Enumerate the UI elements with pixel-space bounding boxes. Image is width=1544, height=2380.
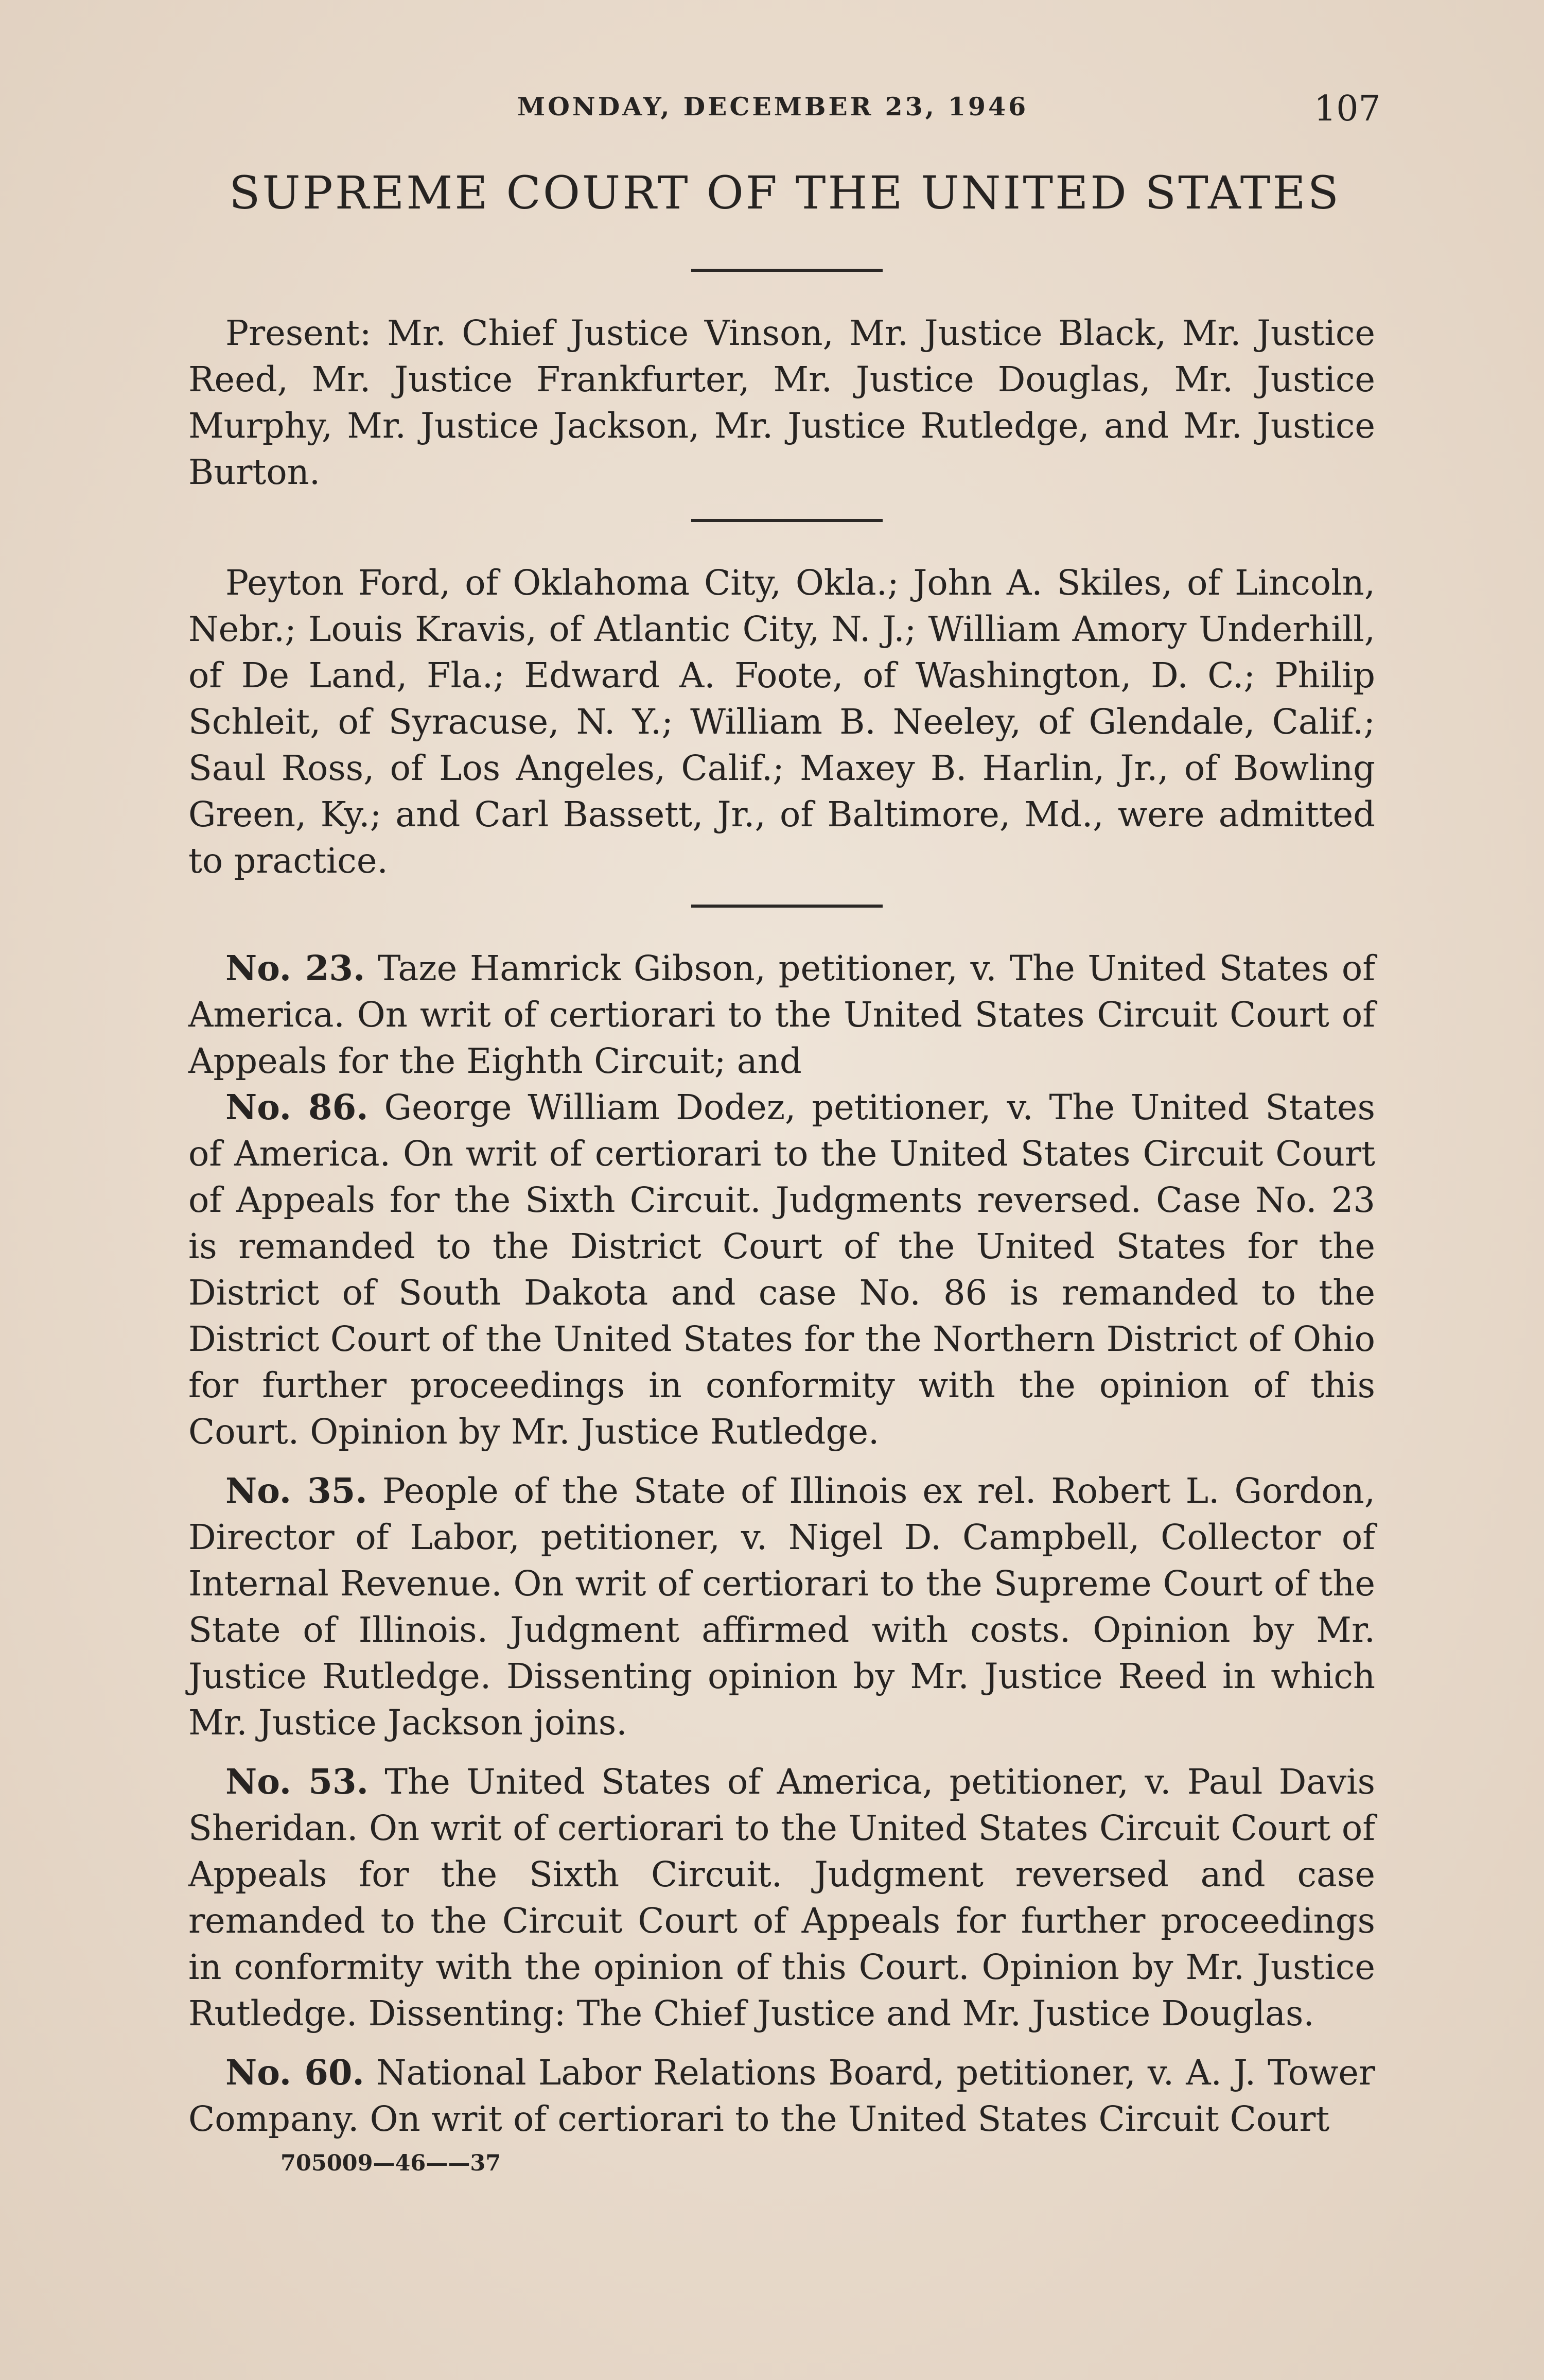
case-entry [188, 1468, 1375, 1746]
case-number: No. 35. [225, 1470, 367, 1511]
case-text: George William Dodez, petitioner, v. The United States of America. On writ of certiorari to the United States Circuit Court of Appeals for the Sixth Circuit. Judgments reversed. Case No. 23 is remanded to the District Court of the United States for the District of South Dakota and case No. 86 is remanded to the District Court of the United States for the Northern District of Ohio for further proceedings in conformity with the opinion of this Court. Opinion by Mr. Justice Rutledge. [188, 1087, 1376, 1452]
case-number: No. 23. [225, 948, 365, 988]
case-number: No. 53. [225, 1761, 369, 1802]
page-number: 107 [1314, 89, 1381, 129]
case-entry [188, 1084, 1375, 1455]
print-code: 705009—46——37 [280, 2150, 501, 2176]
present-text: Present: Mr. Chief Justice Vinson, Mr. Justice Black, Mr. Justice Reed, Mr. Justice Frankfurter, Mr. Justice Douglas, Mr. Justice Murphy, Mr. Justice Jackson, Mr. Justice Rutledge, and Mr. Justice Burton. [188, 313, 1375, 492]
case-entry [188, 1759, 1375, 2037]
section-divider [691, 905, 883, 908]
page-title: SUPREME COURT OF THE UNITED STATES [229, 166, 1341, 219]
case-text: National Labor Relations Board, petitioner, v. A. J. Tower Company. On writ of certiorari to the United States Circuit Court [188, 2053, 1375, 2139]
running-head-date: MONDAY, DECEMBER 23, 1946 [517, 92, 1029, 121]
section-divider [691, 519, 883, 522]
case-text: Taze Hamrick Gibson, petitioner, v. The United States of America. On writ of certiorari to the United States Circuit Court of Appeals for the Eighth Circuit; and [188, 948, 1375, 1081]
case-text: People of the State of Illinois ex rel. Robert L. Gordon, Director of Labor, petitioner, v. Nigel D. Campbell, Collector of Internal Revenue. On writ of certiorari to the Supreme Court of the State of Illinois. Judgment affirmed with costs. Opinion by Mr. Justice Rutledge. Dissenting opinion by Mr. Justice Reed in which Mr. Justice Jackson joins. [188, 1471, 1376, 1743]
admissions-paragraph [188, 560, 1375, 884]
case-number: No. 86. [225, 1087, 369, 1127]
case-text: The United States of America, petitioner, v. Paul Davis Sheridan. On writ of certiorari to the United States Circuit Court of Appeals for the Sixth Circuit. Judgment reversed and case remanded to the Circuit Court of Appeals for further proceedings in conformity with the opinion of this Court. Opinion by Mr. Justice Rutledge. Dissenting: The Chief Justice and Mr. Justice Douglas. [188, 1762, 1375, 2034]
admissions-text: Peyton Ford, of Oklahoma City, Okla.; John A. Skiles, of Lincoln, Nebr.; Louis Kravis, of Atlantic City, N. J.; William Amory Underhill, of De Land, Fla.; Edward A. Foote, of Washington, D. C.; Philip Schleit, of Syracuse, N. Y.; William B. Neeley, of Glendale, Calif.; Saul Ross, of Los Angeles, Calif.; Maxey B. Harlin, Jr., of Bowling Green, Ky.; and Carl Bassett, Jr., of Baltimore, Md., were admitted to practice. [188, 563, 1375, 881]
case-entry [188, 945, 1375, 1084]
present-paragraph [188, 310, 1375, 495]
case-number: No. 60. [225, 2052, 364, 2093]
case-entry [188, 2049, 1375, 2142]
case-list [188, 945, 1375, 2142]
section-divider [691, 269, 883, 272]
